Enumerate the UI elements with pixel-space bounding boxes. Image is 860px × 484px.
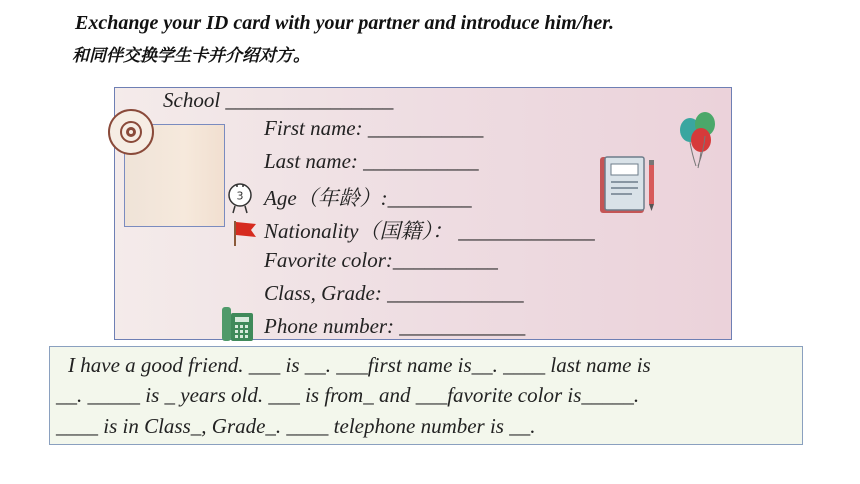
svg-text:3: 3 xyxy=(236,189,244,203)
telephone-icon xyxy=(220,305,256,343)
instruction-english: Exchange your ID card with your partner and introduce him/her. xyxy=(75,12,614,34)
phone-field: Phone number: ____________ xyxy=(264,314,526,338)
cd-disc-icon xyxy=(107,108,155,156)
notebook-pen-icon xyxy=(597,154,659,216)
paragraph-line-2: __. _____ is _ years old. ___ is from_ and ___favorite color is_____. xyxy=(56,383,640,407)
instruction-chinese: 和同伴交换学生卡并介绍对方。 xyxy=(72,46,310,66)
paragraph-line-3: ____ is in Class_, Grade_. ____ telephone number is __. xyxy=(56,414,536,438)
balloons-icon xyxy=(676,110,720,174)
nationality-field: Nationality（国籍）： _____________ xyxy=(264,219,595,243)
class-grade-field: Class, Grade: _____________ xyxy=(264,281,524,305)
age-field: Age（年龄）:________ xyxy=(264,186,472,210)
first-name-field: First name: ___________ xyxy=(264,116,484,140)
last-name-field: Last name: ___________ xyxy=(264,149,479,173)
age-badge-icon xyxy=(226,181,256,215)
paragraph-line-1: I have a good friend. ___ is __. ___first name is__. ____ last name is xyxy=(68,353,651,377)
red-flag-icon xyxy=(229,218,259,248)
school-field: School ________________ xyxy=(163,88,394,112)
favorite-color-field: Favorite color:__________ xyxy=(264,248,498,272)
